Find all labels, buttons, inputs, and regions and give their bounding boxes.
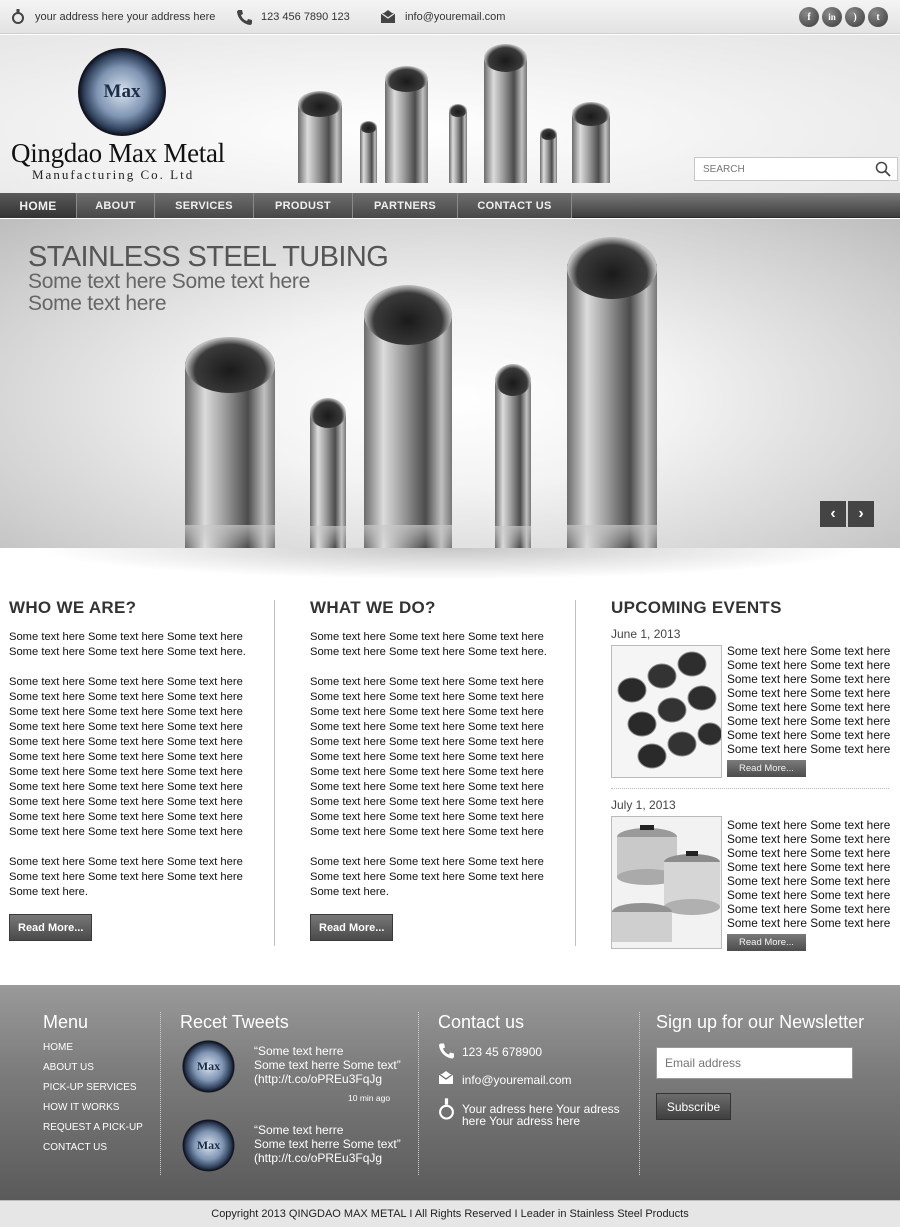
hero-subtitle: Some text here	[28, 292, 167, 315]
company-logo[interactable]: Max	[78, 48, 166, 136]
footer-contact-email[interactable]: info@youremail.com	[438, 1070, 572, 1087]
phone-text: 123 456 7890 123	[261, 11, 350, 23]
address-text: your address here your address here	[35, 11, 216, 23]
column-divider	[575, 600, 576, 946]
linkedin-icon[interactable]: in	[822, 7, 842, 27]
column-divider	[274, 600, 275, 946]
footer-divider	[160, 1012, 161, 1175]
footer-newsletter-title: Sign up for our Newsletter	[656, 1012, 865, 1032]
upcoming-events-title: UPCOMING EVENTS	[611, 598, 782, 617]
nav-products[interactable]: PRODUST	[254, 193, 353, 218]
tube-image	[310, 398, 346, 548]
event-date: June 1, 2013	[611, 627, 681, 641]
tweet-text: “Some text herre Some text herre Some text” (http://t.co/oPREu3FqJg	[254, 1123, 401, 1165]
search-icon[interactable]	[875, 161, 891, 177]
slider-next-button[interactable]: ›	[848, 501, 874, 527]
footer-divider	[639, 1012, 640, 1175]
tube-image	[385, 66, 428, 183]
tube-image	[484, 44, 527, 183]
who-paragraph-3: Some text here Some text here Some text here Some text here Some text here Some text here Some text here.	[9, 856, 243, 898]
tube-image	[364, 285, 452, 548]
header	[0, 35, 900, 193]
nav-services[interactable]: SERVICES	[155, 193, 254, 218]
what-paragraph-1: Some text here Some text here Some text here Some text here Some text here Some text here.	[310, 631, 547, 658]
tube-image	[567, 237, 657, 548]
newsletter-email-input[interactable]	[656, 1047, 853, 1079]
hero-slider	[0, 219, 900, 548]
event-image-cookware[interactable]	[611, 816, 722, 949]
what-paragraph-3: Some text here Some text here Some text here Some text here Some text here Some text here Some text here.	[310, 856, 544, 898]
nav-home[interactable]: HOME	[0, 193, 77, 218]
footer-contact-address: Your adress here Your adress here Your adress here	[438, 1098, 620, 1127]
copyright-bar	[0, 1200, 900, 1227]
topbar-phone	[236, 0, 350, 34]
footer-link-contact-us[interactable]: CONTACT US	[43, 1142, 108, 1153]
tube-image	[185, 337, 275, 548]
nav-partners[interactable]: PARTNERS	[353, 193, 458, 218]
topbar-address	[10, 0, 215, 34]
location-pin-icon	[438, 1098, 455, 1122]
nav-contact-us[interactable]: CONTACT US	[458, 193, 572, 218]
mail-icon	[438, 1070, 455, 1087]
footer-link-home[interactable]: HOME	[43, 1042, 73, 1053]
footer-tweets-title: Recet Tweets	[180, 1012, 289, 1032]
hero-title: STAINLESS STEEL TUBING	[28, 241, 389, 273]
footer-contact-title: Contact us	[438, 1012, 525, 1032]
event-description: Some text here Some text here Some text here Some text here Some text here Some text here Some text here Some text here Some text here Some text here Some text here Some text here Some text here Some text here Some text here Some text here	[727, 818, 891, 930]
company-name: Qingdao Max Metal	[11, 138, 225, 168]
phone-icon	[236, 9, 252, 25]
footer-menu-title: Menu	[43, 1012, 89, 1032]
hero-shadow	[0, 548, 900, 582]
search-input[interactable]	[695, 158, 865, 180]
main-nav	[0, 193, 900, 218]
tweet-avatar[interactable]: Max	[182, 1040, 235, 1093]
copyright-text: Copyright 2013 QINGDAO MAX METAL I All Rights Reserved I Leader in Stainless Steel Products	[211, 1208, 689, 1220]
tube-image	[540, 128, 557, 183]
event-read-more-button[interactable]: Read More...	[727, 934, 806, 951]
tweet-text: “Some text herre Some text herre Some text” (http://t.co/oPREu3FqJg	[254, 1044, 401, 1086]
footer-link-request-pickup[interactable]: REQUEST A PICK-UP	[43, 1122, 143, 1133]
what-we-do-title: WHAT WE DO?	[310, 598, 436, 617]
facebook-icon[interactable]: f	[799, 7, 819, 27]
nav-about[interactable]: ABOUT	[77, 193, 155, 218]
event-separator	[611, 788, 889, 789]
tweet-avatar[interactable]: Max	[182, 1119, 235, 1172]
email-text[interactable]: info@youremail.com	[405, 11, 506, 23]
tube-image	[572, 102, 610, 183]
company-subtitle: Manufacturing Co. Ltd	[32, 167, 195, 182]
event-description: Some text here Some text here Some text here Some text here Some text here Some text here Some text here Some text here Some text here Some text here Some text here Some text here Some text here Some text here Some text here Some text here	[727, 644, 891, 756]
event-image-pipes[interactable]	[611, 645, 722, 778]
who-paragraph-1: Some text here Some text here Some text here Some text here Some text here Some text here.	[9, 631, 246, 658]
footer-divider	[418, 1012, 419, 1175]
topbar-email[interactable]	[380, 0, 505, 34]
tweet-timestamp: 10 min ago	[348, 1093, 391, 1103]
location-pin-icon	[10, 9, 26, 25]
tube-image	[298, 91, 342, 183]
slider-prev-button[interactable]: ‹	[820, 501, 846, 527]
footer-link-pickup-services[interactable]: PICK-UP SERVICES	[43, 1082, 137, 1093]
tube-image	[360, 121, 377, 183]
rss-icon[interactable]: )	[845, 7, 865, 27]
who-we-are-title: WHO WE ARE?	[9, 598, 137, 617]
footer-link-how-it-works[interactable]: HOW IT WORKS	[43, 1102, 120, 1113]
mail-icon	[380, 9, 396, 25]
footer-contact-phone: 123 45 678900	[438, 1042, 542, 1059]
twitter-icon[interactable]: t	[868, 7, 888, 27]
top-bar	[0, 0, 900, 34]
tube-image	[495, 364, 531, 548]
phone-icon	[438, 1042, 455, 1059]
event-date: July 1, 2013	[611, 798, 676, 812]
what-read-more-button[interactable]: Read More...	[310, 914, 393, 941]
what-paragraph-2: Some text here Some text here Some text here Some text here Some text here Some text here Some text here Some text here Some text here Some text here Some text here Some text here Some text here Some text here Some text here Some text here Some text here Some text here Some text here Some text here Some text here Some text here Some text here Some text here Some text here Some text here Some text here Some text here Some text here Some text here Some text here Some text here Some text here	[310, 676, 544, 838]
hero-subtitle: Some text here Some text here	[28, 270, 310, 293]
who-read-more-button[interactable]: Read More...	[9, 914, 92, 941]
who-paragraph-2: Some text here Some text here Some text here Some text here Some text here Some text here Some text here Some text here Some text here Some text here Some text here Some text here Some text here Some text here Some text here Some text here Some text here Some text here Some text here Some text here Some text here Some text here Some text here Some text here Some text here Some text here Some text here Some text here Some text here Some text here Some text here Some text here Some text here	[9, 676, 243, 838]
footer-link-about-us[interactable]: ABOUT US	[43, 1062, 94, 1073]
search-box[interactable]	[694, 157, 898, 181]
subscribe-button[interactable]: Subscribe	[656, 1093, 731, 1120]
tube-image	[449, 104, 467, 183]
event-read-more-button[interactable]: Read More...	[727, 760, 806, 777]
